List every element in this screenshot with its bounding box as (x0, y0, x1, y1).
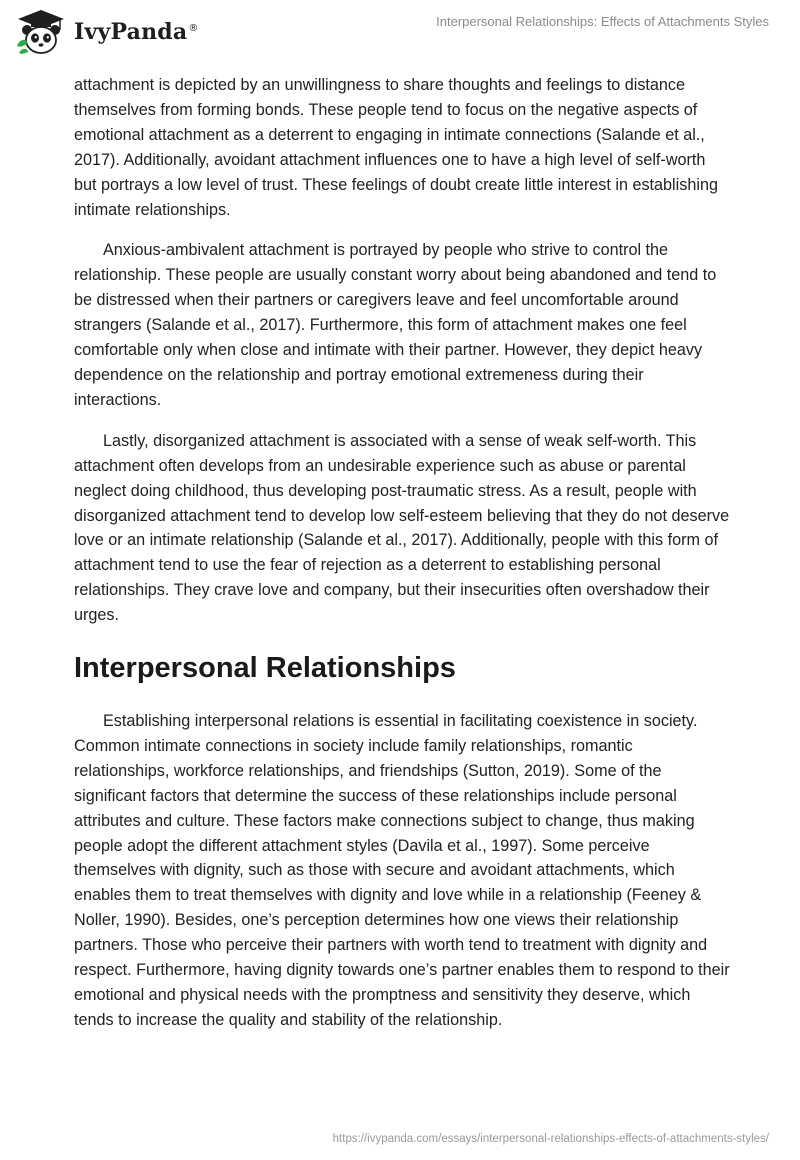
paragraph-avoidant: attachment is depicted by an unwillingness to share thoughts and feelings to distance themselves from forming bonds. These people tend to focus on the negative aspects of emotional attachment as a deterrent to engaging in intimate connections (Salande et al., 2017). Additionally, avoidant attachment influences one to have a high level of self-worth but portrays a low level of trust. These feelings of doubt create little interest in establishing intimate relationships. (74, 76, 718, 219)
page-header (0, 0, 800, 70)
panda-graduation-cap-icon (14, 8, 68, 56)
source-url[interactable]: https://ivypanda.com/essays/interpersonal-relationships-effects-of-attachments-styles/ (332, 1133, 769, 1145)
paragraph-interpersonal: Establishing interpersonal relations is essential in facilitating coexistence in society. Common intimate connections in society include family relationships, romantic relationships, workforce relationships, and friendships (Sutton, 2019). Some of the significant factors that determine the success of these relationships include personal attributes and culture. These factors make connections subject to change, thus making people adopt the different attachment styles (Davila et al., 1997). Some perceive themselves with dignity, such as those with secure and avoidant attachments, which enables them to treat themselves with dignity and love while in a relationship (Feeney & Noller, 1990). Besides, one’s perception determines how one views their relationship partners. Those who perceive their partners with worth tend to treatment with dignity and respect. Furthermore, having dignity towards one’s partner enables them to respond to their emotional and physical needs with the promptness and sensitivity they deserve, which tends to increase the quality and stability of the relationship. (74, 712, 730, 1029)
paragraph-disorganized: Lastly, disorganized attachment is associated with a sense of weak self-worth. This attachment often develops from an undesirable experience such as abuse or parental neglect doing childhood, thus developing post-traumatic stress. As a result, people with disorganized attachment tend to develop low self-esteem believing that they do not deserve love or an intimate relationship (Salande et al., 2017). Additionally, people with this form of attachment tend to use the fear of rejection as a deterrent to establishing personal relationships. They crave love and company, but their insecurities often overshadow their urges. (74, 431, 730, 625)
paragraph-anxious-ambivalent: Anxious-ambivalent attachment is portrayed by people who strive to control the relationship. These people are usually constant worry about being abandoned and tend to be distressed when their partners or caregivers leave and feel uncomfortable around strangers (Salande et al., 2017). Furthermore, this form of attachment makes one feel comfortable only when close and intimate with their partner. However, they depict heavy dependence on the relationship and portray emotional extremeness during their interactions. (74, 241, 717, 409)
ivypanda-logo[interactable] (14, 8, 199, 56)
logo-wordmark: IvyPanda® (74, 19, 199, 45)
document-title: Interpersonal Relationships: Effects of Attachments Styles (436, 14, 769, 29)
essay-content (74, 73, 732, 1049)
section-heading: Interpersonal Relationships (74, 652, 456, 685)
